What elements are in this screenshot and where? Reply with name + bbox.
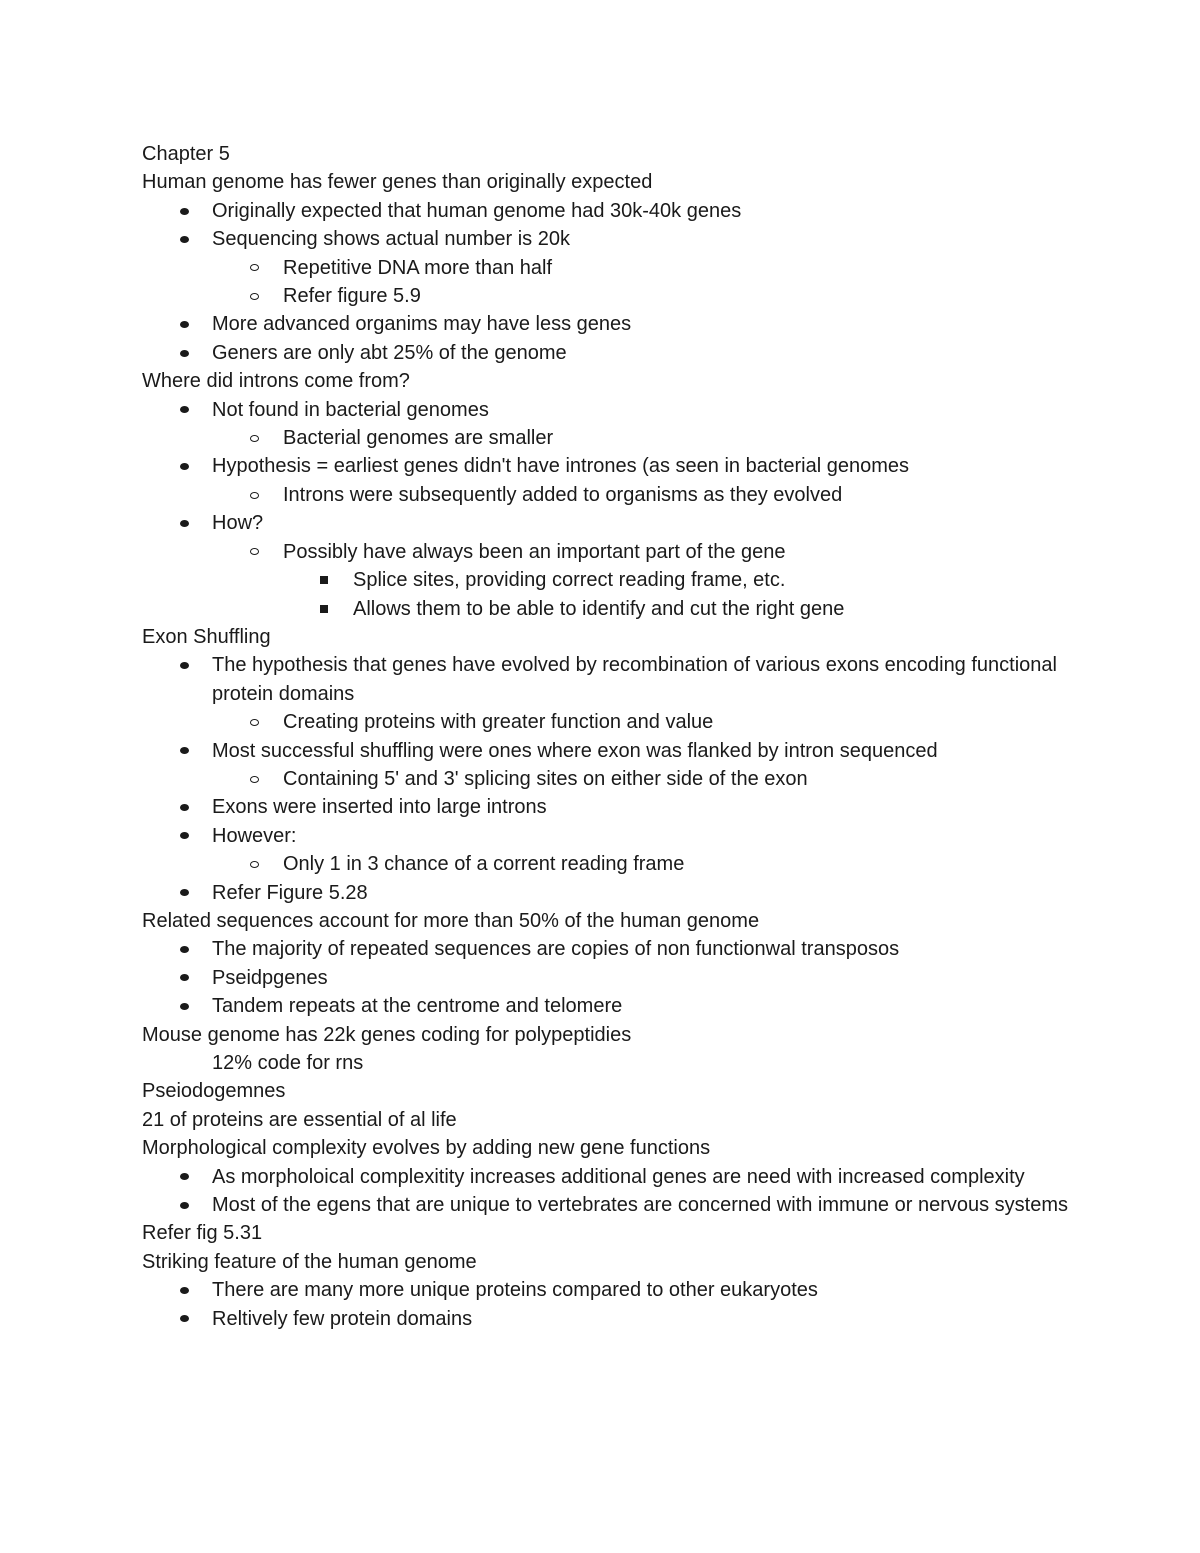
bullet-item-level-1 bbox=[142, 1276, 1072, 1304]
circle-bullet-icon bbox=[248, 254, 260, 282]
document-body bbox=[142, 140, 1072, 1333]
disc-bullet-icon bbox=[178, 197, 190, 225]
bullet-item-level-1 bbox=[142, 452, 1072, 480]
line-text: Morphological complexity evolves by adding new gene functions bbox=[142, 1137, 711, 1160]
bullet-item-level-1 bbox=[142, 197, 1072, 225]
circle-bullet-icon bbox=[248, 850, 260, 878]
circle-bullet-icon bbox=[248, 765, 260, 793]
bullet-item-level-1 bbox=[142, 1305, 1072, 1333]
line-text: Sequencing shows actual number is 20k bbox=[212, 228, 570, 251]
line-text: Striking feature of the human genome bbox=[142, 1250, 477, 1273]
disc-bullet-icon bbox=[178, 935, 190, 963]
disc-bullet-icon bbox=[178, 1163, 190, 1191]
line-text: There are many more unique proteins compared to other eukaryotes bbox=[212, 1279, 818, 1302]
heading-line bbox=[142, 140, 1072, 168]
line-text: Tandem repeats at the centrome and telomere bbox=[212, 995, 623, 1018]
line-text: Refer fig 5.31 bbox=[142, 1222, 263, 1245]
bullet-item-level-1 bbox=[142, 822, 1072, 850]
disc-bullet-icon bbox=[178, 509, 190, 537]
line-text: Most successful shuffling were ones where exon was flanked by intron sequenced bbox=[212, 739, 938, 762]
bullet-item-level-1 bbox=[142, 1191, 1072, 1219]
line-text: Only 1 in 3 chance of a corrent reading frame bbox=[283, 853, 685, 876]
bullet-item-level-1 bbox=[142, 793, 1072, 821]
disc-bullet-icon bbox=[178, 1276, 190, 1304]
bullet-item-level-2 bbox=[142, 282, 1072, 310]
line-text: Exons were inserted into large introns bbox=[212, 796, 547, 819]
disc-bullet-icon bbox=[178, 992, 190, 1020]
line-text: 21 of proteins are essential of al life bbox=[142, 1108, 457, 1131]
line-text: Splice sites, providing correct reading frame, etc. bbox=[353, 569, 786, 592]
bullet-item-level-3 bbox=[142, 566, 1072, 594]
square-bullet-icon bbox=[318, 595, 330, 623]
disc-bullet-icon bbox=[178, 822, 190, 850]
square-bullet-icon bbox=[318, 566, 330, 594]
heading-line bbox=[142, 367, 1072, 395]
heading-line bbox=[142, 1248, 1072, 1276]
circle-bullet-icon bbox=[248, 481, 260, 509]
line-text: However: bbox=[212, 824, 297, 847]
bullet-item-level-1 bbox=[142, 396, 1072, 424]
line-text: Bacterial genomes are smaller bbox=[283, 427, 554, 450]
disc-bullet-icon bbox=[178, 737, 190, 765]
line-text: Chapter 5 bbox=[142, 143, 230, 165]
bullet-item-level-1 bbox=[142, 339, 1072, 367]
disc-bullet-icon bbox=[178, 651, 190, 679]
line-text: Containing 5' and 3' splicing sites on either side of the exon bbox=[283, 767, 808, 790]
heading-line bbox=[142, 1106, 1072, 1134]
line-text: 12% code for rns bbox=[212, 1052, 364, 1074]
heading-line bbox=[142, 1021, 1072, 1049]
bullet-item-level-1 bbox=[142, 651, 1072, 708]
line-text: Refer Figure 5.28 bbox=[212, 881, 368, 904]
line-text: The hypothesis that genes have evolved by recombination of various exons encoding functional protein domains bbox=[212, 654, 1057, 705]
line-text: Possibly have always been an important part of the gene bbox=[283, 540, 786, 563]
line-text: Introns were subsequently added to organisms as they evolved bbox=[283, 483, 843, 506]
disc-bullet-icon bbox=[178, 1191, 190, 1219]
line-text: Reltively few protein domains bbox=[212, 1307, 473, 1330]
heading-line bbox=[142, 1077, 1072, 1105]
disc-bullet-icon bbox=[178, 225, 190, 253]
bullet-item-level-1 bbox=[142, 1163, 1072, 1191]
line-text: Originally expected that human genome had 30k-40k genes bbox=[212, 199, 742, 222]
bullet-item-level-2 bbox=[142, 765, 1072, 793]
bullet-item-level-1 bbox=[142, 509, 1072, 537]
bullet-item-level-2 bbox=[142, 850, 1072, 878]
line-text: Pseiodogemnes bbox=[142, 1080, 286, 1103]
bullet-item-level-3 bbox=[142, 595, 1072, 623]
disc-bullet-icon bbox=[178, 310, 190, 338]
heading-line bbox=[142, 1134, 1072, 1162]
line-text: Refer figure 5.9 bbox=[283, 285, 421, 308]
bullet-item-level-1 bbox=[142, 737, 1072, 765]
circle-bullet-icon bbox=[248, 282, 260, 310]
line-text: How? bbox=[212, 512, 264, 535]
bullet-item-level-2 bbox=[142, 708, 1072, 736]
line-text: Pseidpgenes bbox=[212, 966, 328, 989]
line-text: As morpholoical complexitity increases additional genes are need with increased complexity bbox=[212, 1165, 1025, 1188]
heading-line bbox=[142, 168, 1072, 196]
line-text: Exon Shuffling bbox=[142, 625, 271, 648]
circle-bullet-icon bbox=[248, 708, 260, 736]
line-text: Repetitive DNA more than half bbox=[283, 256, 553, 279]
bullet-item-level-1 bbox=[142, 964, 1072, 992]
bullet-item-level-1 bbox=[142, 992, 1072, 1020]
disc-bullet-icon bbox=[178, 964, 190, 992]
disc-bullet-icon bbox=[178, 339, 190, 367]
disc-bullet-icon bbox=[178, 452, 190, 480]
line-text: Creating proteins with greater function and value bbox=[283, 711, 714, 734]
indented-line bbox=[142, 1049, 1072, 1077]
disc-bullet-icon bbox=[178, 879, 190, 907]
heading-line bbox=[142, 623, 1072, 651]
bullet-item-level-1 bbox=[142, 310, 1072, 338]
line-text: Mouse genome has 22k genes coding for polypeptidies bbox=[142, 1023, 632, 1046]
bullet-item-level-1 bbox=[142, 225, 1072, 253]
bullet-item-level-1 bbox=[142, 879, 1072, 907]
bullet-item-level-2 bbox=[142, 424, 1072, 452]
line-text: Human genome has fewer genes than originally expected bbox=[142, 171, 653, 194]
line-text: Allows them to be able to identify and cut the right gene bbox=[353, 597, 845, 620]
disc-bullet-icon bbox=[178, 396, 190, 424]
circle-bullet-icon bbox=[248, 424, 260, 452]
circle-bullet-icon bbox=[248, 538, 260, 566]
line-text: Related sequences account for more than 50% of the human genome bbox=[142, 909, 760, 932]
bullet-item-level-2 bbox=[142, 481, 1072, 509]
line-text: Hypothesis = earliest genes didn't have intrones (as seen in bacterial genomes bbox=[212, 455, 910, 478]
bullet-item-level-2 bbox=[142, 254, 1072, 282]
line-text: Most of the egens that are unique to vertebrates are concerned with immune or nervous systems bbox=[212, 1194, 1068, 1217]
line-text: The majority of repeated sequences are copies of non functionwal transposos bbox=[212, 938, 900, 961]
disc-bullet-icon bbox=[178, 793, 190, 821]
heading-line bbox=[142, 1219, 1072, 1247]
heading-line bbox=[142, 907, 1072, 935]
line-text: Not found in bacterial genomes bbox=[212, 398, 489, 421]
disc-bullet-icon bbox=[178, 1305, 190, 1333]
line-text: More advanced organims may have less genes bbox=[212, 313, 632, 336]
line-text: Geners are only abt 25% of the genome bbox=[212, 341, 567, 364]
bullet-item-level-1 bbox=[142, 935, 1072, 963]
line-text: Where did introns come from? bbox=[142, 370, 410, 393]
bullet-item-level-2 bbox=[142, 538, 1072, 566]
